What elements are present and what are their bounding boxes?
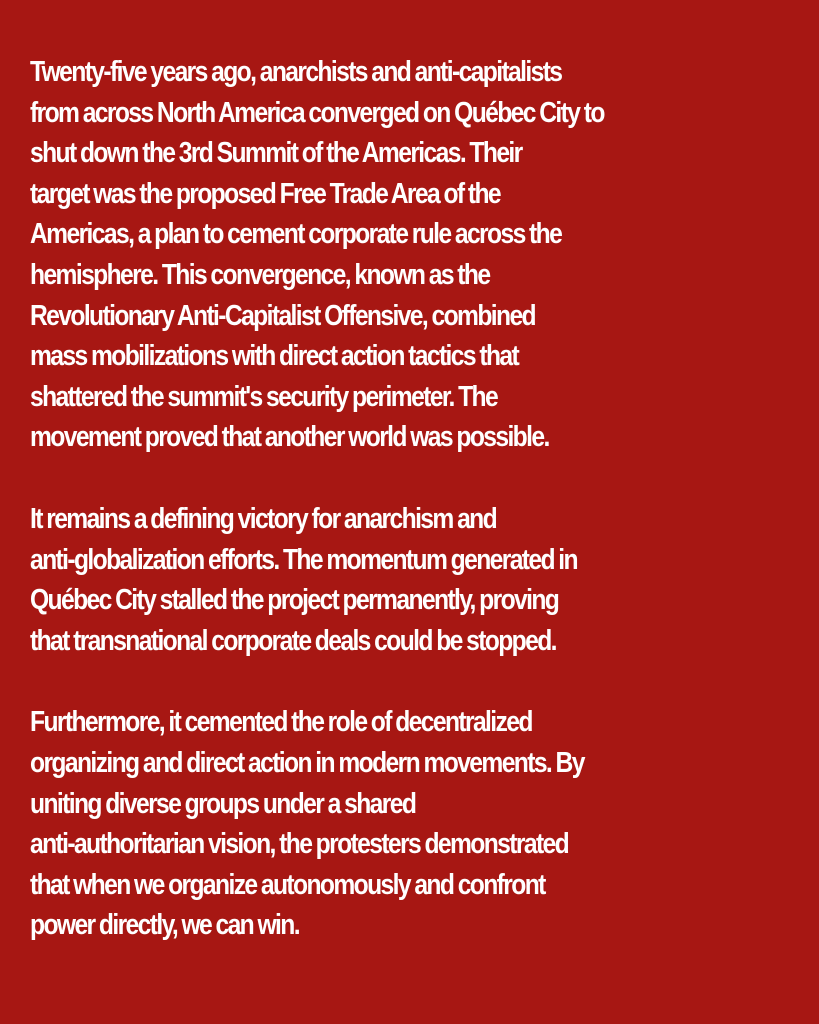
paragraph-1-line: target was the proposed Free Trade Area of the: [30, 177, 501, 210]
paragraph-3-line: power directly, we can win.: [30, 909, 299, 942]
paragraph-spacer: [30, 661, 810, 702]
paragraph-3-line: organizing and direct action in modern movements. By: [30, 746, 584, 779]
paragraph-1-line: mass mobilizations with direct action tactics that: [30, 340, 519, 373]
paragraph-1-line: hemisphere. This convergence, known as the: [30, 258, 490, 291]
paragraph-1-line: shut down the 3rd Summit of the Americas. Their: [30, 137, 522, 170]
paragraph-3-line: uniting diverse groups under a shared: [30, 787, 416, 820]
paragraph-3-line: that when we organize autonomously and confront: [30, 868, 545, 901]
paragraph-2-line: anti-globalization efforts. The momentum generated in: [30, 543, 577, 576]
paragraph-spacer: [30, 458, 810, 499]
paragraph-1: [30, 52, 693, 458]
paragraph-2: [30, 499, 693, 661]
paragraph-2-line: Québec City stalled the project permanently, proving: [30, 584, 559, 617]
paragraph-3-line: Furthermore, it cemented the role of decentralized: [30, 706, 532, 739]
paragraph-1-line: Americas, a plan to cement corporate rule across the: [30, 218, 562, 251]
paragraph-2-line: It remains a defining victory for anarchism and: [30, 502, 497, 535]
paragraph-3-line: anti-authoritarian vision, the protesters demonstrated: [30, 828, 569, 861]
paragraph-2-line: that transnational corporate deals could be stopped.: [30, 624, 556, 657]
paragraph-1-line: Revolutionary Anti-Capitalist Offensive, combined: [30, 299, 535, 332]
paragraph-1-line: from across North America converged on Québec City to: [30, 96, 604, 129]
article-text: [30, 52, 810, 946]
paragraph-1-line: shattered the summit's security perimeter. The: [30, 380, 498, 413]
paragraph-3: [30, 702, 693, 946]
paragraph-1-line: movement proved that another world was possible.: [30, 421, 549, 454]
paragraph-1-line: Twenty-five years ago, anarchists and anti-capitalists: [30, 56, 562, 88]
